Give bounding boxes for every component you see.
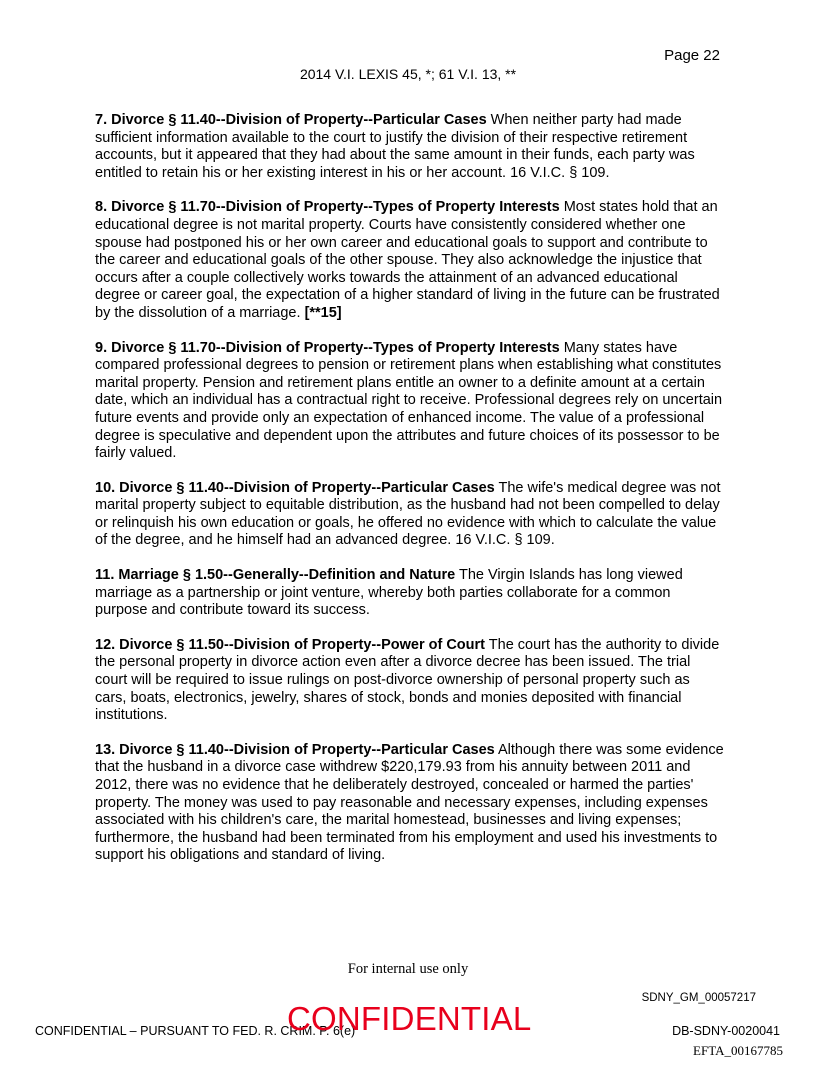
efta-id: EFTA_00167785 [693, 1043, 783, 1058]
headnote-heading: 11. Marriage § 1.50--Generally--Definition and Nature [95, 567, 456, 584]
headnote-text: Most states hold that an educational degree is not marital property. Courts have consistently considered whether one spouse had postponed his or her own career and educational goals to support and contribute to the career and educational goals of the other spouse. They also acknowledge the injustice that occurs after a couple collectively works towards the attainment of an advanced educational degree or career goal, the expectation of a higher standard of living in the future can be frustrated by the dissolution of a marriage. [95, 199, 720, 321]
headnote-heading: 10. Divorce § 11.40--Division of Property--Particular Cases [95, 479, 495, 496]
page-number: Page 22 [664, 47, 720, 64]
case-citation: 2014 V.I. LEXIS 45, *; 61 V.I. 13, ** [299, 66, 517, 82]
headnote-8 [95, 199, 725, 322]
headnote-text: When neither party had made sufficient information available to the court to justify the division of their respective retirement accounts, but it appeared that they had about the same amount in their funds, each party was entitled to retain his or her existing interest in his or her account. 16 V.I.C. § 109. [95, 112, 695, 181]
confidential-notice: CONFIDENTIAL – PURSUANT TO FED. R. CRIM. P. 6(e) [35, 1024, 356, 1038]
headnotes-body [95, 112, 725, 882]
headnote-heading: 7. Divorce § 11.40--Division of Property--Particular Cases [95, 112, 487, 128]
headnote-10 [95, 480, 725, 550]
headnote-12 [95, 637, 725, 725]
headnote-9 [95, 340, 725, 463]
headnote-text: Although there was some evidence that the husband in a divorce case withdrew $220,179.93 from his annuity between 2011 and 2012, there was no evidence that he deliberately destroyed, concealed or harmed the parties' property. The money was used to pay reasonable and necessary expenses, including expenses associated with his children's care, the marital homestead, businesses and living expenses; furthermore, the husband had been terminated from his employment and used his investments to support his obligations and standard of living. [95, 741, 724, 864]
confidential-stamp: CONFIDENTIAL [287, 1000, 532, 1037]
headnote-text: The Virgin Islands has long viewed marriage as a partnership or joint venture, whereby both parties collaborate for a common purpose and contribute toward its success. [95, 567, 683, 619]
headnote-text: Many states have compared professional degrees to pension or retirement plans when establishing what constitutes marital property. Pension and retirement plans entitle an owner to a definite amount at a certain date, which an individual has a contractual right to receive. Professional degrees rely on uncertain future events and provide only an expectation of enhanced income. The value of a professional degree is speculative and dependent upon the attributes and future choices of its possessor to be fairly valued. [95, 339, 723, 462]
headnote-13 [95, 742, 725, 865]
headnote-heading: 12. Divorce § 11.50--Division of Property--Power of Court [95, 636, 485, 653]
headnote-heading: 9. Divorce § 11.70--Division of Property--Types of Property Interests [95, 339, 560, 356]
star-page-marker: [**15] [304, 304, 342, 321]
headnote-11 [95, 567, 725, 620]
headnote-text: The wife's medical degree was not marital property subject to equitable distribution, as the husband had not been compelled to delay or relinquish his own education or goals, he offered no evidence with which to calculate the value of the degree, and he himself had an advanced degree. 16 V.I.C. § 109. [95, 479, 721, 549]
bates-number-sdny-gm: SDNY_GM_00057217 [641, 992, 756, 1004]
internal-use-note: For internal use only [347, 961, 469, 977]
bates-number-db-sdny: DB-SDNY-0020041 [672, 1024, 780, 1038]
headnote-7 [95, 112, 725, 182]
headnote-heading: 8. Divorce § 11.70--Division of Property--Types of Property Interests [95, 199, 560, 216]
headnote-text: The court has the authority to divide the personal property in divorce action even after a divorce decree has been issued. The trial court will be required to issue rulings on post-divorce ownership of personal property such as cars, boats, electronics, jewelry, shares of stock, bonds and monies deposited with financial institutions. [95, 636, 720, 724]
headnote-heading: 13. Divorce § 11.40--Division of Property--Particular Cases [95, 741, 495, 758]
